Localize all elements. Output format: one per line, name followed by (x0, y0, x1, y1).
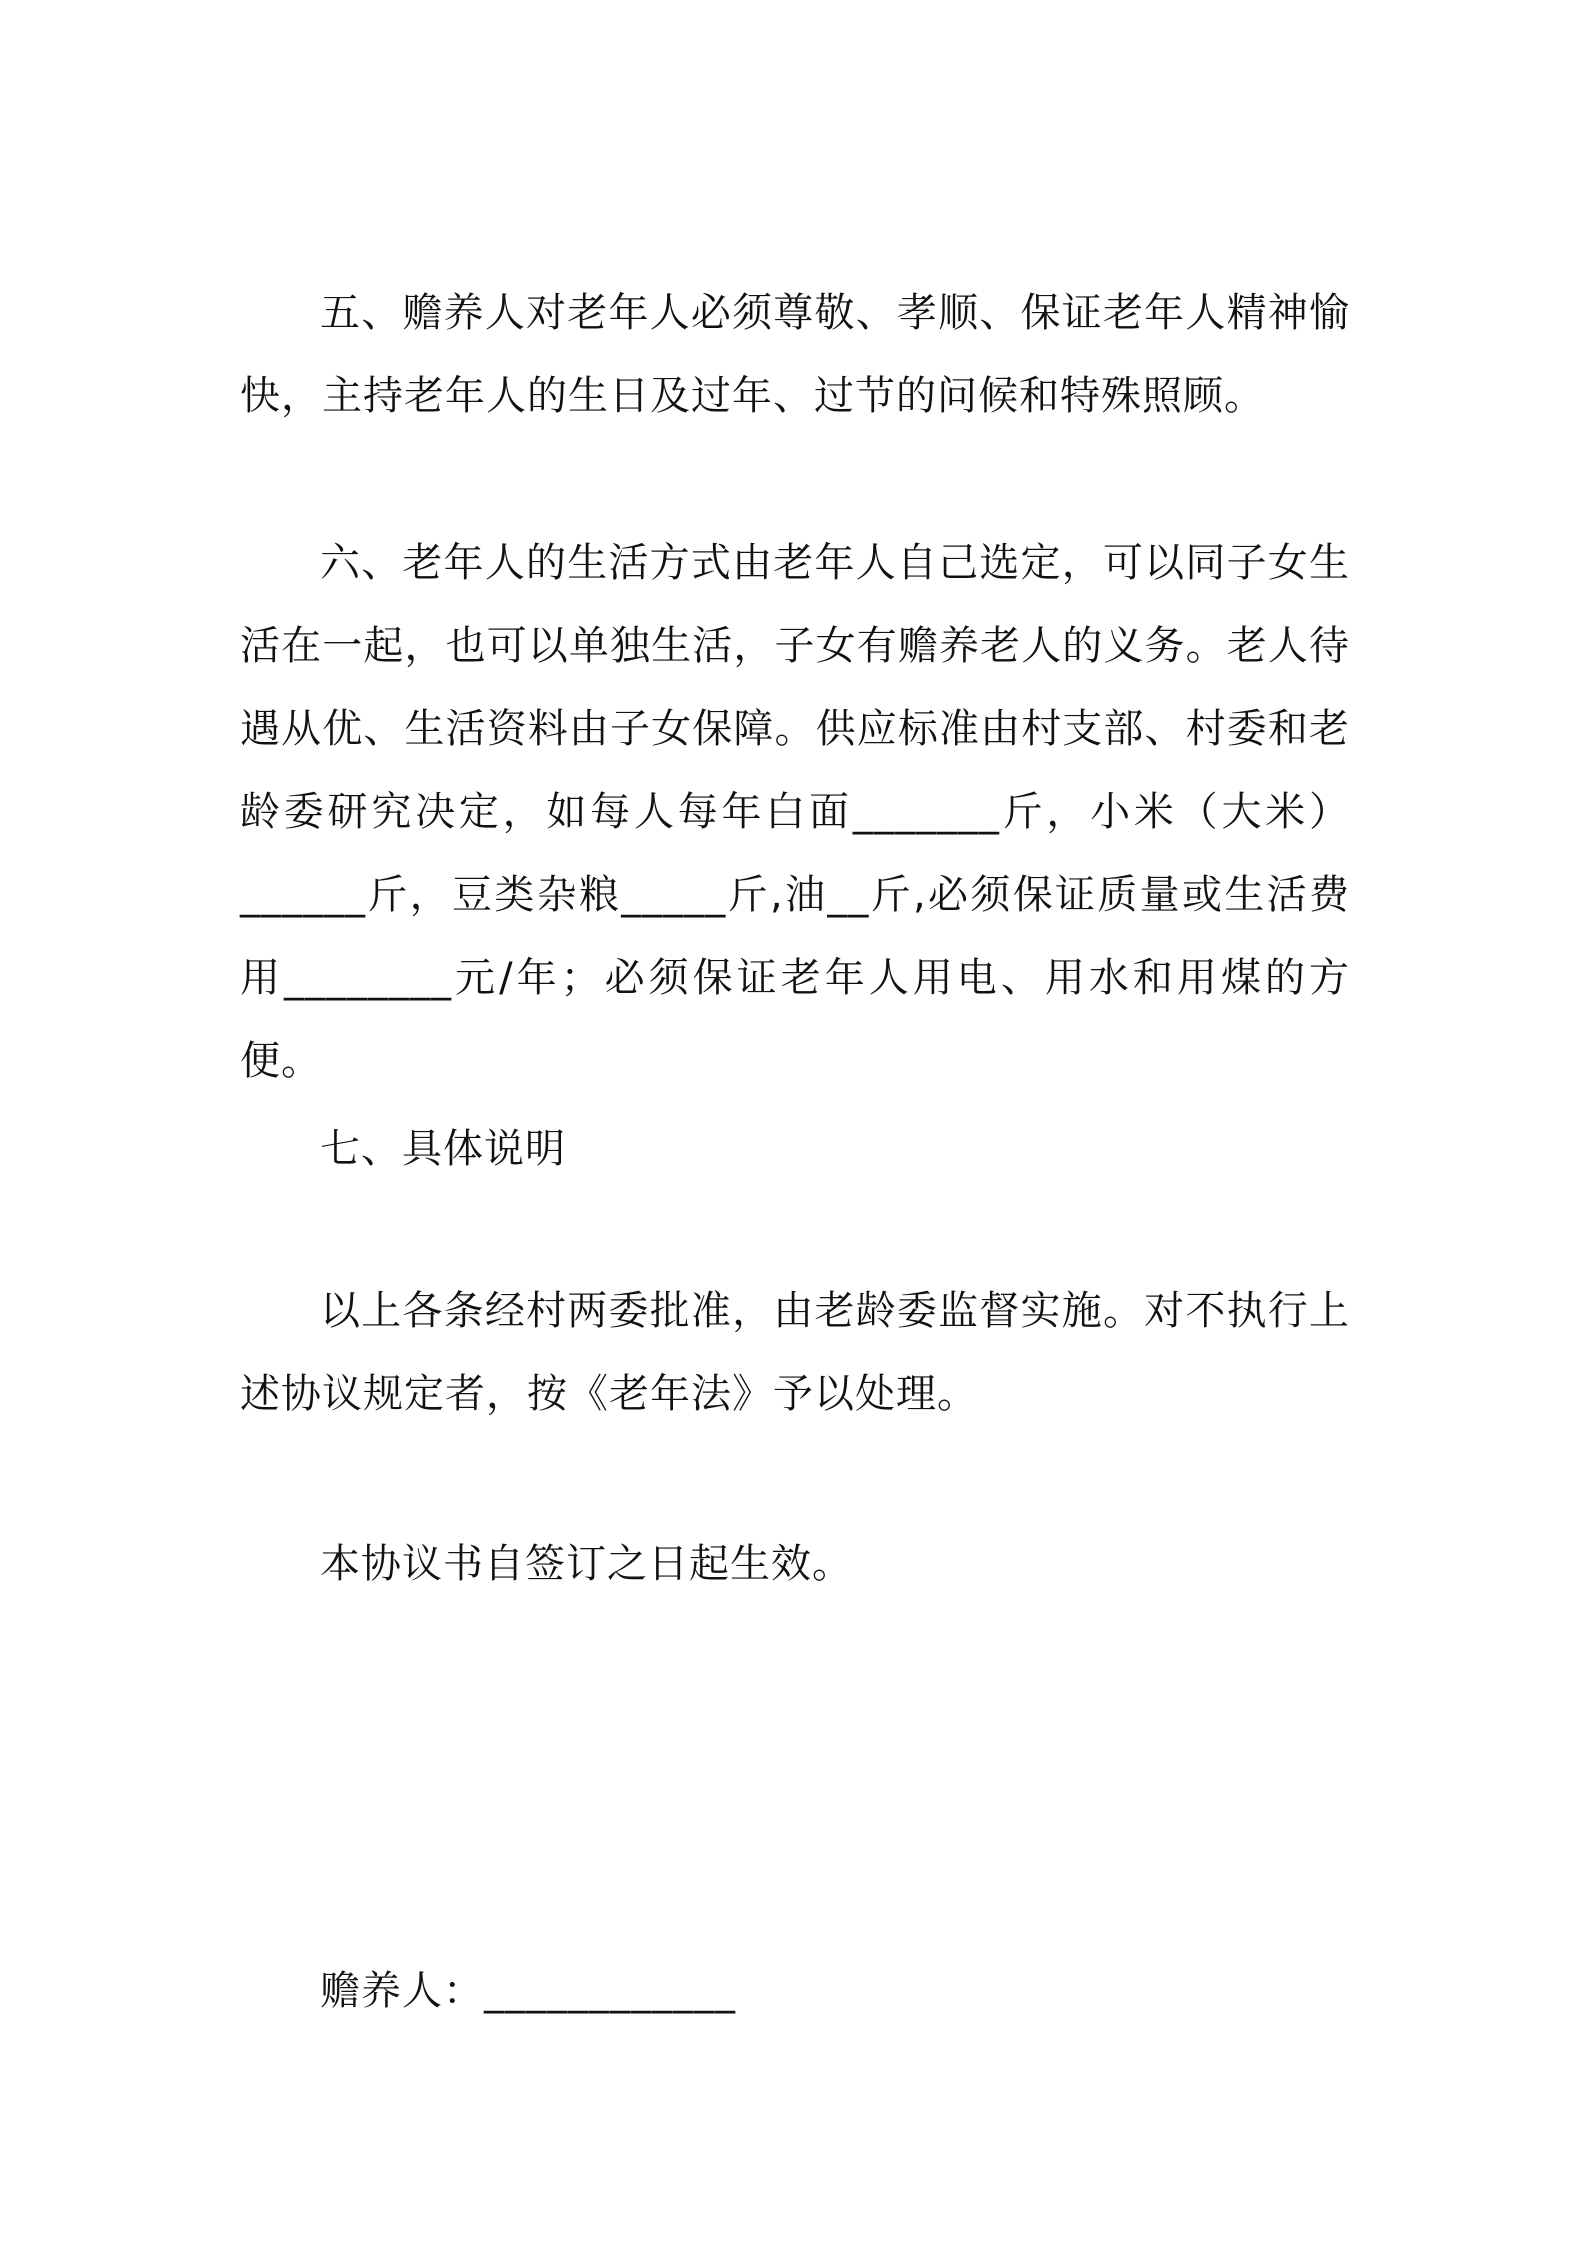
effective-statement: 本协议书自签订之日起生效。 (320, 1541, 853, 1587)
clause-seven-body: 以上各条经村两委批准，由老龄委监督实施。对不执行上述协议规定者，按《老年法》予以处理。 (240, 1288, 1350, 1417)
clause-six: 六、老年人的生活方式由老年人自己选定，可以同子女生活在一起，也可以单独生活，子女有赡养老人的义务。老人待遇从优、生活资料由子女保障。供应标准由村支部、村委和老龄委研究决定，如每人每年白面_______斤，小米（大米）______斤，豆类杂粮_____斤,油__斤,必须保证质量或生活费用________元/年；必须保证老年人用电、用水和用煤的方便。 (240, 540, 1350, 1084)
clause-seven-heading: 七、具体说明 (320, 1126, 566, 1172)
signature-supporter: 赡养人：____________ (320, 1968, 736, 2014)
clause-five: 五、赡养人对老年人必须尊敬、孝顺、保证老年人精神愉快，主持老年人的生日及过年、过节的问候和特殊照顾。 (240, 290, 1350, 419)
